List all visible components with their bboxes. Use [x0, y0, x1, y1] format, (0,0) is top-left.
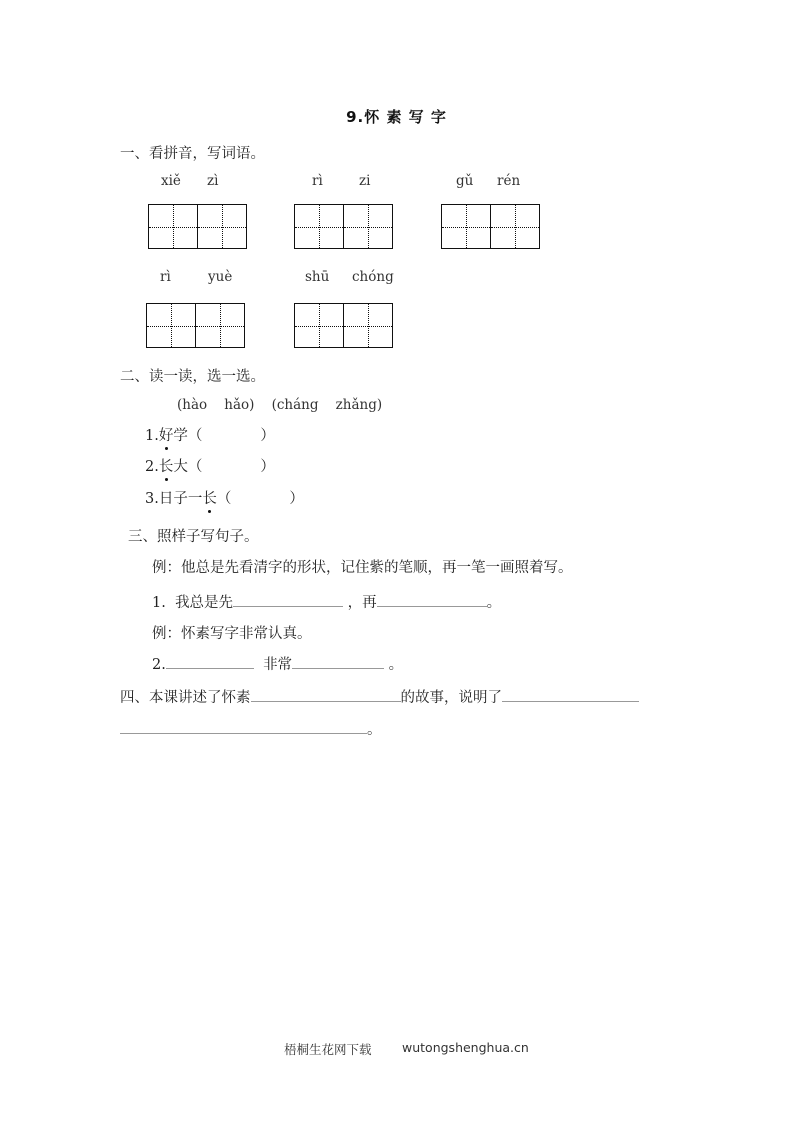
grid-cell[interactable]	[195, 304, 244, 347]
question-text: ，再	[347, 595, 377, 611]
grid-cell[interactable]	[343, 205, 392, 248]
section-4-continuation	[120, 718, 382, 739]
example-sentence-1: 例：他总是先看清字的形状，记住紫的笔顺，再一笔一画照着写。	[152, 560, 573, 576]
question-number: 1.	[152, 595, 166, 611]
writing-grid-1[interactable]	[148, 204, 247, 249]
grid-cell[interactable]	[295, 304, 343, 347]
item-number: 1.	[145, 428, 159, 444]
grid-cell[interactable]	[197, 205, 246, 248]
question-text: 的故事，说明了	[400, 690, 502, 706]
footer-url[interactable]: wutongshenghua.cn	[402, 1040, 529, 1055]
pinyin: chóng	[352, 269, 394, 285]
writing-grid-5[interactable]	[294, 303, 393, 348]
writing-grid-3[interactable]	[441, 204, 540, 249]
answer-blank[interactable]	[377, 592, 487, 607]
writing-grid-4[interactable]	[146, 303, 245, 348]
grid-cell[interactable]	[149, 205, 197, 248]
item-text: 学	[173, 428, 188, 444]
grid-cell[interactable]	[442, 205, 490, 248]
pinyin: yuè	[208, 269, 233, 285]
choice-item-2	[145, 455, 275, 476]
grid-cell[interactable]	[295, 205, 343, 248]
paren-open: （	[187, 428, 203, 444]
section-2-heading: 二、读一读，选一选。	[120, 369, 265, 385]
section-4-question	[120, 686, 639, 707]
emphasized-char: 好	[159, 424, 174, 445]
item-number: 2.	[145, 459, 159, 475]
question-text: 四、本课讲述了怀素	[120, 690, 251, 706]
footer-site-name: 梧桐生花网下载	[284, 1042, 372, 1057]
section-3-heading: 三、照样子写句子。	[128, 529, 259, 545]
question-2	[152, 653, 403, 674]
pinyin: zi	[359, 173, 371, 189]
pinyin-options: (hào hǎo) (cháng zhǎng)	[177, 397, 383, 413]
answer-blank[interactable]	[502, 687, 639, 702]
item-text: 日子一	[158, 491, 203, 507]
answer-blank[interactable]	[292, 654, 384, 669]
paren-close: ）	[289, 491, 304, 507]
paren-open: （	[216, 491, 232, 507]
writing-grid-2[interactable]	[294, 204, 393, 249]
choice-item-3	[145, 487, 304, 508]
answer-blank[interactable]	[233, 592, 343, 607]
emphasized-char: 长	[159, 455, 174, 476]
pinyin: rén	[497, 173, 521, 189]
section-1-heading: 一、看拼音，写词语。	[120, 146, 265, 162]
pinyin: zì	[207, 173, 219, 189]
pinyin: shū	[305, 269, 330, 285]
period: 。	[486, 595, 502, 611]
paren-open: （	[187, 459, 203, 475]
answer-blank[interactable]	[120, 719, 367, 734]
question-text: 非常	[263, 657, 293, 673]
pinyin: gǔ	[456, 173, 474, 189]
pinyin: xiě	[161, 173, 181, 189]
question-number: 2.	[152, 657, 166, 673]
page-title	[0, 106, 793, 127]
pinyin: rì	[312, 173, 323, 189]
answer-blank[interactable]	[166, 654, 254, 669]
choice-item-1	[145, 424, 275, 445]
answer-blank[interactable]	[251, 687, 401, 702]
period: 。	[388, 657, 404, 673]
grid-cell[interactable]	[147, 304, 195, 347]
question-text: 我总是先	[175, 595, 234, 611]
paren-close: ）	[260, 459, 275, 475]
grid-cell[interactable]	[490, 205, 539, 248]
period: 。	[367, 722, 382, 738]
item-number: 3.	[145, 491, 159, 507]
item-text: 大	[173, 459, 188, 475]
pinyin: rì	[160, 269, 171, 285]
title-text: 怀 素 写 字	[364, 108, 447, 126]
emphasized-char: 长	[202, 487, 217, 508]
question-1	[152, 591, 501, 612]
grid-cell[interactable]	[343, 304, 392, 347]
paren-close: ）	[260, 428, 275, 444]
title-number: 9.	[346, 108, 365, 126]
example-sentence-2: 例：怀素写字非常认真。	[152, 626, 312, 642]
